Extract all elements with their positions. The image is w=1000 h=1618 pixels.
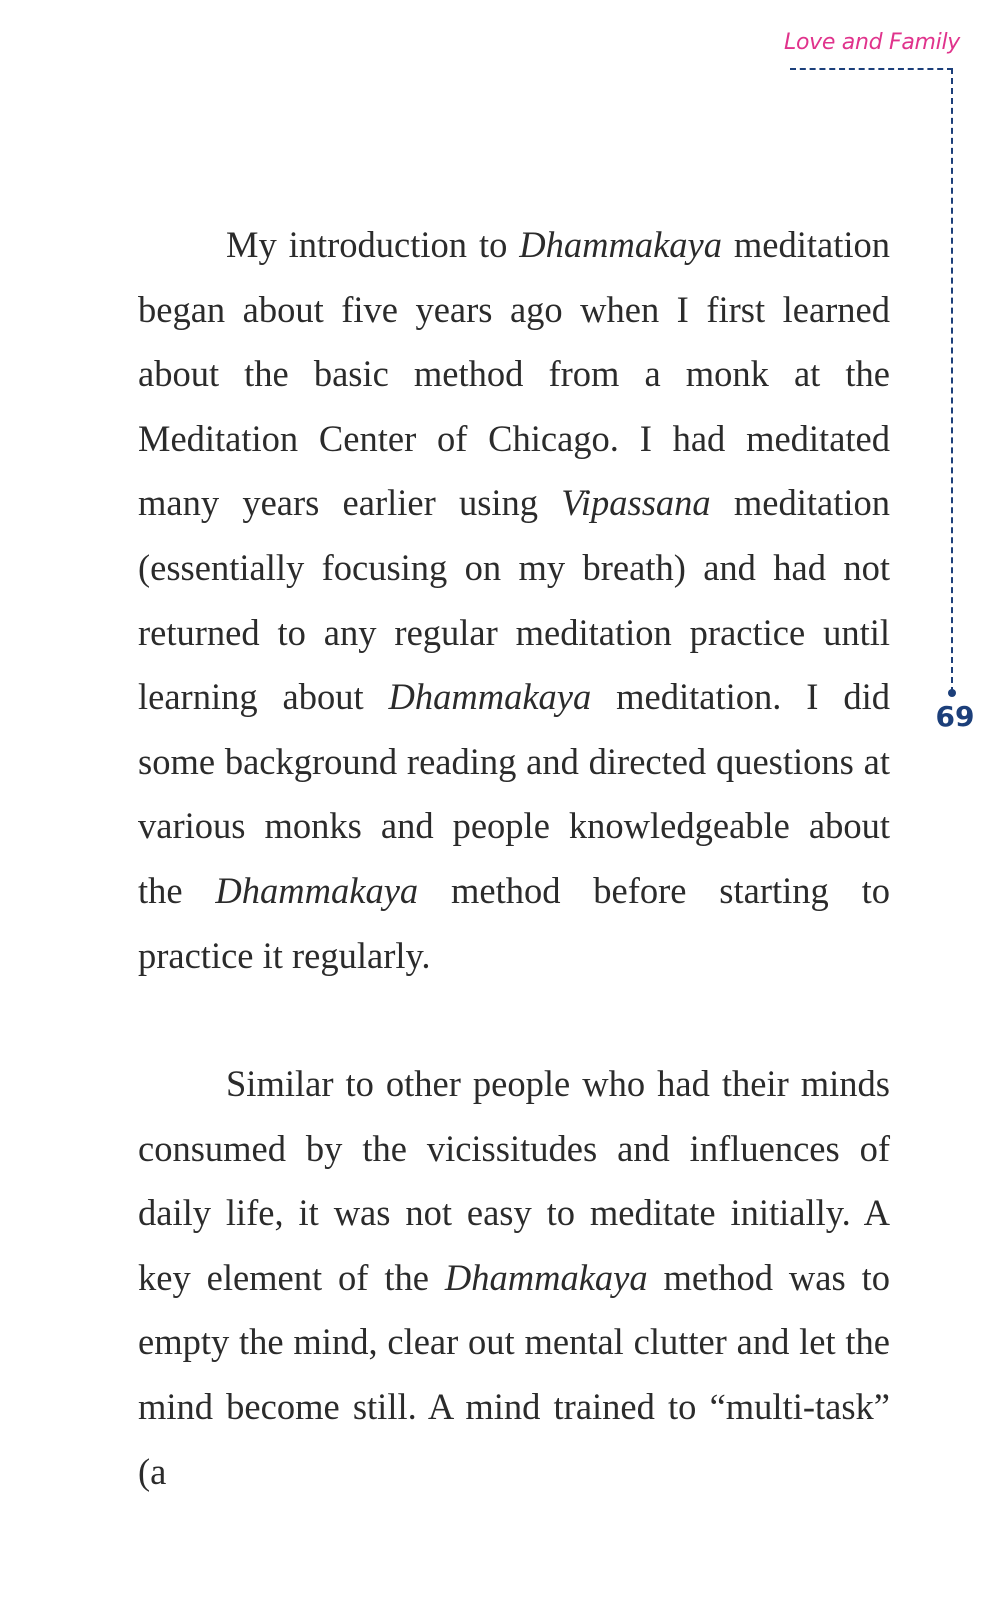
italic-term: Dhammakaya (519, 224, 722, 265)
italic-term: Dhammakaya (444, 1256, 648, 1298)
text-segment: method before starting to practice it regularly. (138, 869, 890, 976)
paragraph-1 (138, 213, 890, 988)
rule-end-dot (948, 689, 956, 697)
italic-term: Dhammakaya (215, 869, 419, 911)
text-segment: Similar to other people who had their minds consumed by the vicissitudes and influences of daily life, it was not easy to meditate initially. A key element of the (138, 1063, 890, 1298)
paragraph-2 (138, 1052, 890, 1504)
text-segment: meditation (essentially focusing on my breath) and had not returned to any regular meditation practice until learning about (138, 482, 890, 718)
text-segment: meditation. I did some background reading and directed questions at various monks and people knowledgeable about the (138, 676, 890, 911)
italic-term: Dhammakaya (388, 676, 592, 718)
running-header: Love and Family (784, 30, 960, 55)
italic-term: Vipassana (561, 482, 711, 524)
header-rule-vertical (951, 68, 953, 693)
text-segment: My introduction to (226, 224, 520, 265)
text-segment: method was to empty the mind, clear out mental clutter and let the mind become still. A mind trained to “multi-task” (a (138, 1256, 890, 1492)
page-number: 69 (935, 700, 975, 733)
text-segment: meditation began about five years ago when I first learned about the basic method from a monk at the Meditation Center of Chicago. I had meditated many years earlier using (138, 224, 890, 524)
header-rule-horizontal (790, 68, 953, 70)
